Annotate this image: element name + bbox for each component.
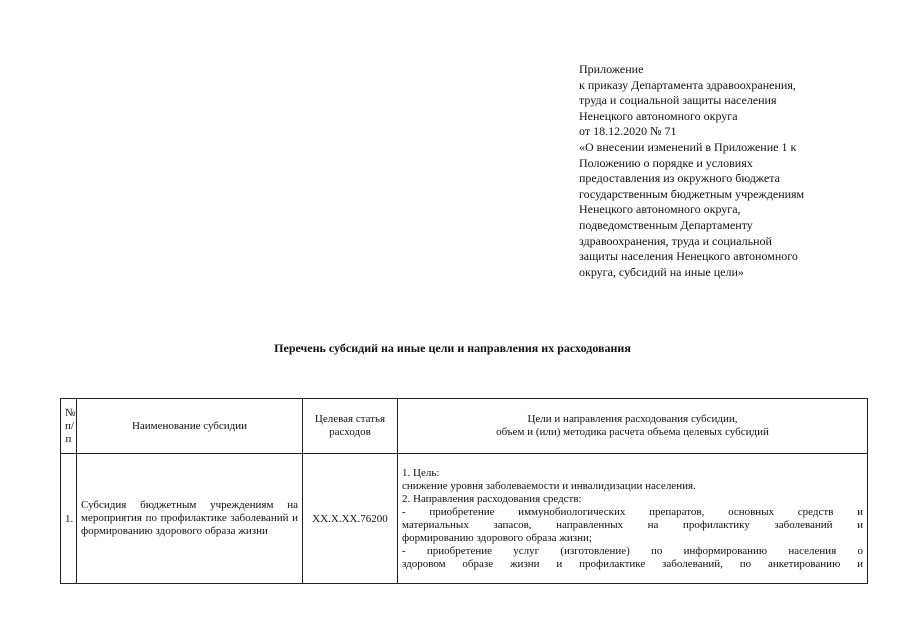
subsidy-table: [60, 398, 868, 584]
goals-line: - приобретение услуг (изготовление) по информированию населения о: [402, 544, 863, 557]
appendix-line: Приложение: [579, 62, 644, 76]
appendix-line: здравоохранения, труда и социальной: [579, 233, 772, 248]
goals-line: здоровом образе жизни и профилактике заболеваний, по анкетированию и: [402, 557, 863, 570]
goals-line: - приобретение иммунобиологических препаратов, основных средств и: [402, 505, 863, 518]
header-goals: [398, 399, 868, 454]
appendix-line: предоставления из окружного бюджета: [579, 171, 780, 186]
header-name: Наименование субсидии: [77, 399, 303, 454]
header-goals-line: Цели и направления расходования субсидии,: [527, 413, 738, 425]
table-header-row: [61, 399, 868, 454]
appendix-line: «О внесении изменений в Приложение 1 к: [579, 139, 797, 154]
table-row: [61, 454, 868, 584]
header-goals-line: объем и (или) методика расчета объема целевых субсидий: [496, 426, 769, 438]
row-goals: [398, 454, 868, 584]
goals-line: материальных запасов, направленных на профилактику заболеваний и: [402, 518, 863, 531]
goals-line: формированию здорового образа жизни;: [402, 531, 592, 544]
appendix-line: защиты населения Ненецкого автономного: [579, 249, 798, 264]
row-num: 1.: [61, 454, 77, 584]
appendix-line: от 18.12.2020 № 71: [579, 124, 677, 139]
goals-line: 1. Цель:: [402, 466, 440, 479]
document-title: Перечень субсидий на иные цели и направления их расходования: [274, 341, 631, 355]
appendix-line: Положению о порядке и условиях: [579, 155, 753, 170]
appendix-line: Ненецкого автономного округа,: [579, 202, 741, 217]
goals-line: снижение уровня заболеваемости и инвалидизации населения.: [402, 479, 696, 492]
appendix-line: труда и социальной защиты населения: [579, 93, 777, 108]
appendix-line: Ненецкого автономного округа: [579, 108, 738, 123]
header-num: № п/п: [61, 399, 77, 454]
appendix-line: государственным бюджетным учреждениям: [579, 186, 805, 201]
header-code: Целевая статья расходов: [303, 399, 398, 454]
row-code: XX.X.XX.76200: [303, 454, 398, 584]
row-name: Субсидия бюджетным учреждениям на мероприятия по профилактике заболеваний и формированию здорового образа жизни: [77, 454, 303, 584]
appendix-line: к приказу Департамента здравоохранения,: [579, 77, 796, 92]
appendix-block: [579, 62, 879, 280]
goals-line: 2. Направления расходования средств:: [402, 492, 582, 505]
appendix-line: округа, субсидий на иные цели»: [579, 264, 744, 279]
appendix-line: подведомственным Департаменту: [579, 217, 753, 232]
